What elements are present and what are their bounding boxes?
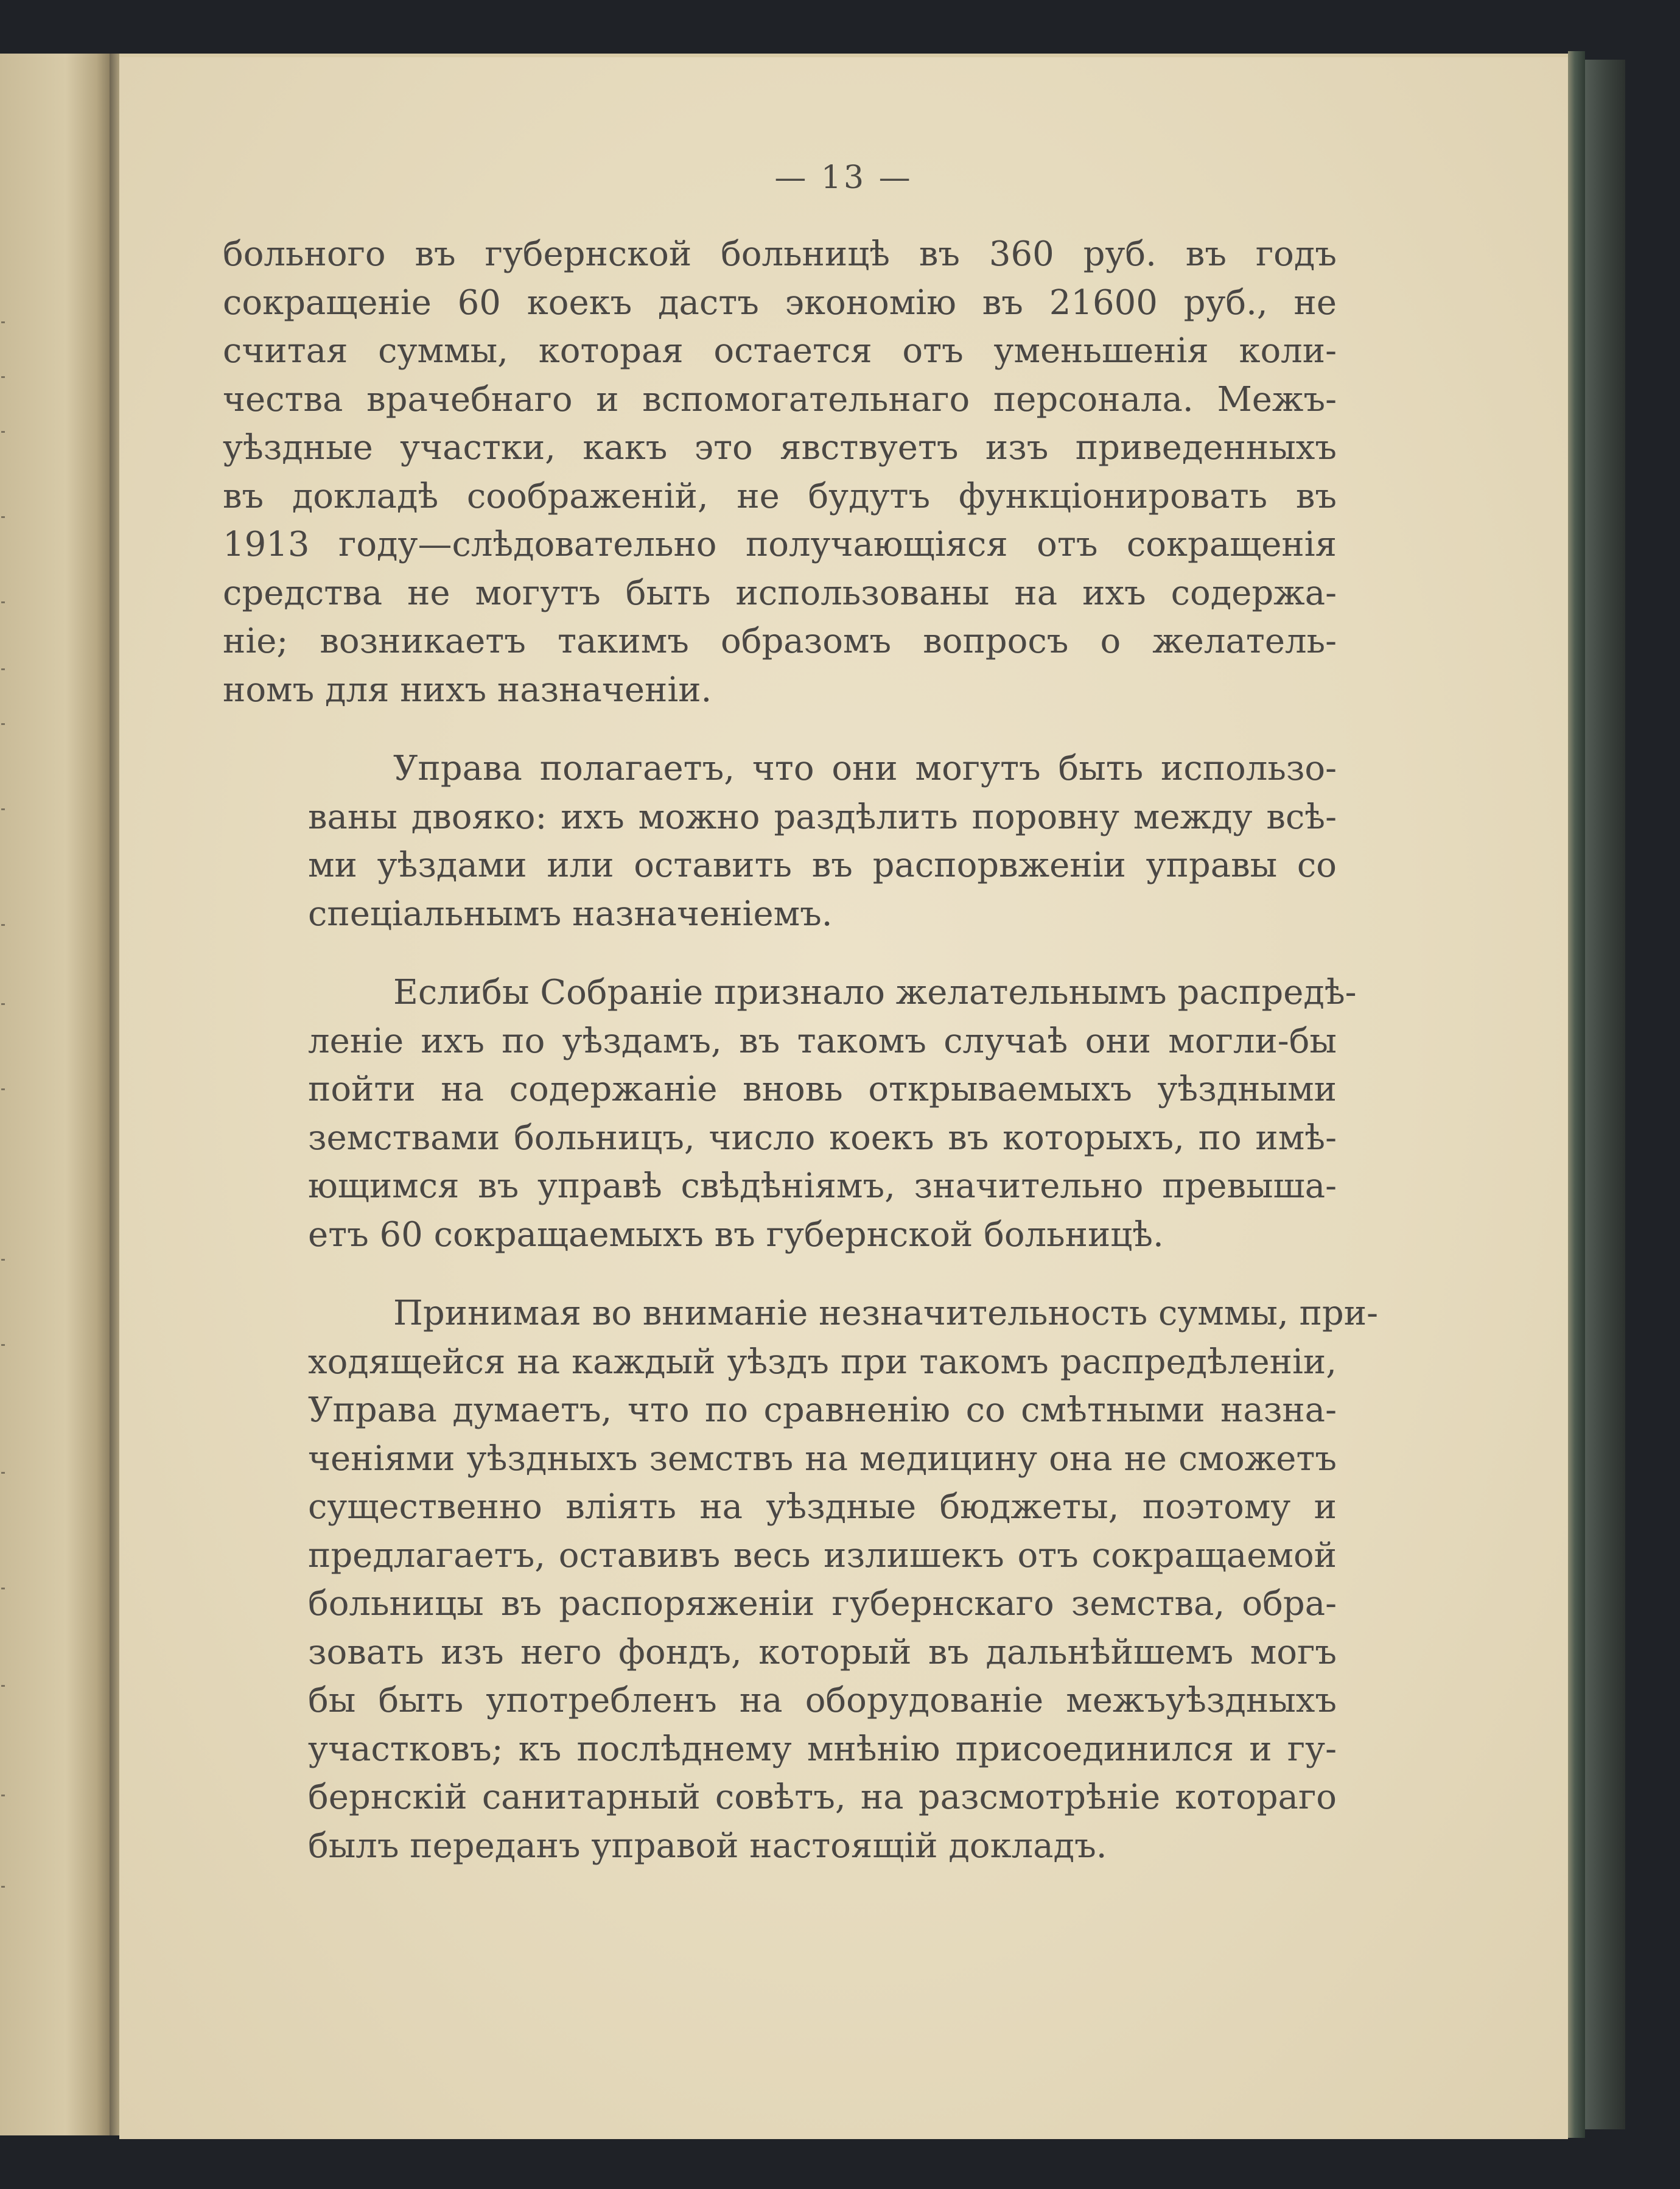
- text-line: сокращеніе 60 коекъ дастъ экономію въ 21600 руб., не: [223, 282, 1337, 323]
- text-line: зовать изъ него фондъ, который въ дальнѣйшемъ могъ: [308, 1632, 1337, 1672]
- margin-mark: [1, 376, 5, 378]
- text-line: леніе ихъ по уѣздамъ, въ такомъ случаѣ они могли-бы: [308, 1021, 1337, 1061]
- paragraph-2: [223, 744, 1337, 938]
- margin-mark: [1, 808, 5, 810]
- margin-mark: [1, 1886, 5, 1888]
- text-line: ніе; возникаетъ такимъ образомъ вопросъ о желатель-: [223, 622, 1337, 661]
- text-line: бы быть употребленъ на оборудованіе межъуѣздныхъ: [308, 1681, 1337, 1720]
- text-line: былъ переданъ управой настоящій докладъ.: [308, 1826, 1107, 1866]
- margin-mark: [1, 1259, 5, 1261]
- text-line: Принимая во вниманіе незначительность суммы, при-: [393, 1294, 1379, 1333]
- text-line: ходящейся на каждый уѣздъ при такомъ распредѣленіи,: [308, 1342, 1337, 1382]
- page-number: — 13 —: [774, 159, 913, 196]
- paragraph-4: [223, 1289, 1379, 1870]
- text-line: существенно вліять на уѣздные бюджеты, поэтому и: [308, 1487, 1337, 1527]
- margin-mark: [1, 1344, 5, 1346]
- text-line: въ докладѣ соображеній, не будутъ функціонировать въ: [223, 476, 1337, 516]
- margin-mark: [1, 1795, 5, 1796]
- text-line: больницы въ распоряженіи губернскаго земства, обра-: [308, 1584, 1337, 1623]
- margin-mark: [1, 516, 5, 518]
- body-text: [223, 230, 1379, 1870]
- margin-mark: [1, 924, 5, 926]
- text-line: номъ для нихъ назначеніи.: [223, 670, 712, 710]
- margin-mark: [1, 1588, 5, 1589]
- margin-mark: [1, 1088, 5, 1090]
- text-line: Управа думаетъ, что по сравненію со смѣтными назна-: [308, 1390, 1337, 1430]
- margin-mark: [1, 321, 5, 323]
- paragraph-1: [223, 230, 1337, 714]
- text-line: бернскій санитарный совѣтъ, на разсмотрѣніе котораго: [308, 1777, 1337, 1817]
- text-line: ющимся въ управѣ свѣдѣніямъ, значительно превыша-: [308, 1166, 1337, 1206]
- text-line: больного въ губернской больницѣ въ 360 руб. въ годъ: [223, 234, 1337, 274]
- book-cover-edge: [1585, 60, 1625, 2129]
- paragraph-3: [223, 968, 1357, 1259]
- text-line: 1913 году—слѣдовательно получающіяся отъ сокращенія: [223, 525, 1337, 564]
- text-line: уѣздные участки, какъ это явствуетъ изъ приведенныхъ: [223, 428, 1337, 468]
- margin-mark: [1, 1003, 5, 1005]
- text-line: считая суммы, которая остается отъ уменьшенія коли-: [223, 331, 1337, 371]
- margin-mark: [1, 601, 5, 603]
- margin-mark: [1, 1472, 5, 1474]
- text-line: ми уѣздами или оставить въ распорвженіи управы со: [308, 846, 1337, 885]
- text-line: етъ 60 сокращаемыхъ въ губернской больницѣ.: [308, 1214, 1164, 1255]
- text-line: земствами больницъ, число коекъ въ которыхъ, по имѣ-: [308, 1118, 1337, 1158]
- text-line: Еслибы Собраніе признало желательнымъ распредѣ-: [393, 973, 1357, 1012]
- text-line: участковъ; къ послѣднему мнѣнію присоединился и гу-: [308, 1729, 1337, 1769]
- page-edge: [1568, 51, 1585, 2138]
- margin-mark: [1, 431, 5, 433]
- text-line: пойти на содержаніе вновь открываемыхъ уѣздными: [308, 1070, 1337, 1109]
- text-line: чества врачебнаго и вспомогательнаго персонала. Межъ-: [223, 379, 1337, 419]
- text-line: ваны двояко: ихъ можно раздѣлить поровну между всѣ-: [308, 797, 1337, 837]
- text-line: спеціальнымъ назначеніемъ.: [308, 894, 833, 934]
- margin-mark: [1, 723, 5, 725]
- text-line: Управа полагаетъ, что они могутъ быть использо-: [393, 749, 1337, 788]
- text-line: ченіями уѣздныхъ земствъ на медицину она не сможетъ: [308, 1438, 1337, 1479]
- margin-mark: [1, 668, 5, 670]
- margin-mark: [1, 1685, 5, 1687]
- text-line: предлагаетъ, оставивъ весь излишекъ отъ сокращаемой: [308, 1535, 1337, 1575]
- text-line: средства не могутъ быть использованы на ихъ содержа-: [223, 573, 1337, 613]
- left-page-edge: [0, 54, 110, 2135]
